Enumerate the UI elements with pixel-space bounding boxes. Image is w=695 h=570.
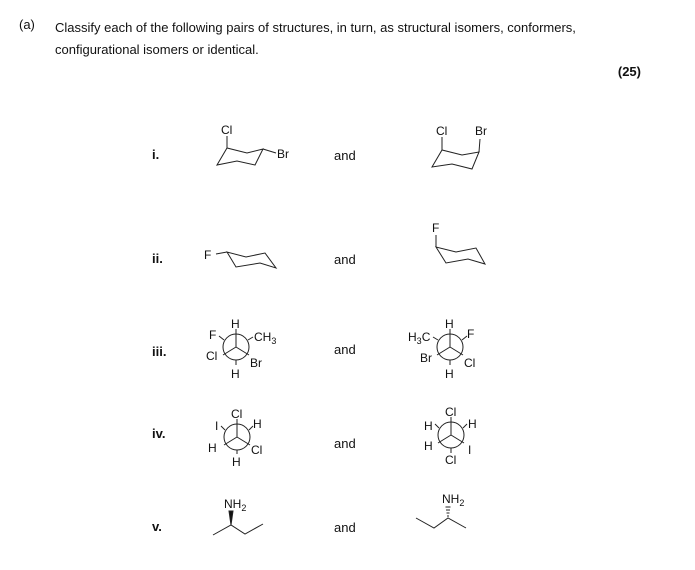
atom-f: F xyxy=(209,328,217,342)
atom-i: I xyxy=(215,419,219,433)
structure-iv-right xyxy=(410,402,500,477)
atom-i: I xyxy=(468,443,472,457)
atom-h-left: H xyxy=(208,441,217,455)
atom-cl-top: Cl xyxy=(231,407,243,421)
atom-h-right: H xyxy=(253,417,262,431)
structure-i-right xyxy=(420,115,500,175)
pair-label-iii: iii. xyxy=(152,344,167,359)
and-connector-v: and xyxy=(334,520,356,535)
atom-f: F xyxy=(432,221,440,235)
chair-ring xyxy=(432,150,479,169)
group-nh2: $NH_2$ xyxy=(224,497,247,513)
atom-br: Br xyxy=(277,147,289,161)
wedge-bond xyxy=(229,511,233,525)
structure-ii-right xyxy=(420,215,500,275)
and-connector-iv: and xyxy=(334,436,356,451)
question-text xyxy=(55,17,655,61)
atom-h-bottom: H xyxy=(231,367,240,381)
and-connector-iii: and xyxy=(334,342,356,357)
structure-v-right xyxy=(410,485,500,540)
atom-h-upper-left: H xyxy=(424,419,433,433)
atom-h3c: $H_3C$ xyxy=(408,330,431,346)
atom-br: Br xyxy=(250,356,262,370)
atom-cl-top: Cl xyxy=(445,405,457,419)
group-nh2: $NH_2$ xyxy=(442,492,465,508)
structure-ii-left xyxy=(190,235,290,280)
atom-f: F xyxy=(467,327,475,341)
chair-ring xyxy=(217,148,263,165)
atom-br: Br xyxy=(420,351,432,365)
hash-bond xyxy=(446,507,451,516)
structure-v-left xyxy=(200,490,290,545)
question-text-line1: Classify each of the following pairs of structures, in turn, as structural isomers, conformers, xyxy=(55,20,576,35)
atom-h-bottom: H xyxy=(232,455,241,469)
atom-h-lower-left: H xyxy=(424,439,433,453)
chair-ring xyxy=(436,247,485,264)
atom-f: F xyxy=(204,248,212,262)
structure-iv-left xyxy=(195,402,285,472)
pair-label-iv: iv. xyxy=(152,426,166,441)
question-text-line2: configurational isomers or identical. xyxy=(55,42,259,57)
structure-iii-right xyxy=(405,315,495,385)
atom-cl: Cl xyxy=(221,123,233,137)
atom-cl-bottom: Cl xyxy=(445,453,457,467)
and-connector-ii: and xyxy=(334,252,356,267)
structure-iii-left xyxy=(200,315,290,385)
chair-ring xyxy=(227,252,276,268)
atom-h-top: H xyxy=(231,317,240,331)
atom-cl: Cl xyxy=(206,349,218,363)
pair-label-v: v. xyxy=(152,519,162,534)
question-label: (a) xyxy=(19,17,35,32)
marks-value: (25) xyxy=(617,64,641,79)
atom-h-top: H xyxy=(445,317,454,331)
atom-br: Br xyxy=(475,124,487,138)
atom-cl-right: Cl xyxy=(251,443,263,457)
pair-label-i: i. xyxy=(152,147,160,162)
atom-cl: Cl xyxy=(464,356,476,370)
atom-ch3: $CH_3$ xyxy=(254,330,277,346)
atom-cl: Cl xyxy=(436,124,448,138)
structure-i-left xyxy=(200,115,300,175)
atom-h-bottom: H xyxy=(445,367,454,381)
pair-label-ii: ii. xyxy=(152,251,163,266)
atom-h-upper-right: H xyxy=(468,417,477,431)
and-connector-i: and xyxy=(334,148,356,163)
